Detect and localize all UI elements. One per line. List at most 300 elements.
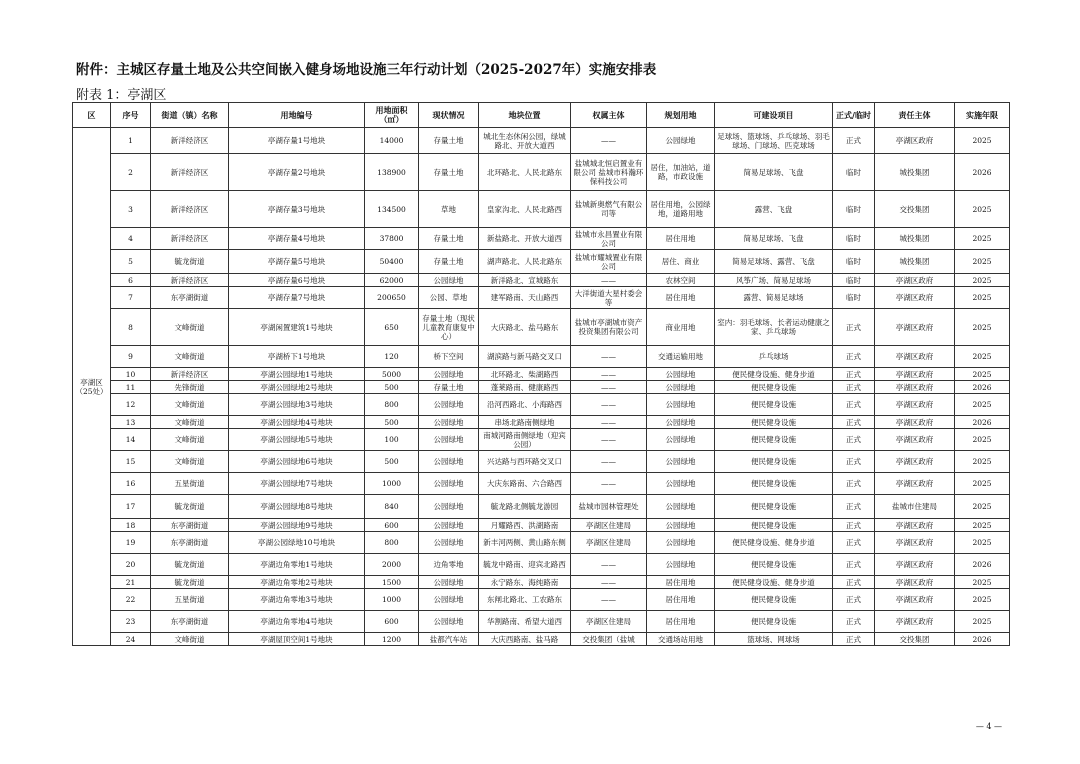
table-cell: 5	[111, 250, 151, 274]
table-row	[73, 394, 1010, 416]
table-cell: 盐城市耀城置业有限公司	[571, 250, 647, 274]
table-cell: 公园绿地	[419, 451, 479, 473]
table-cell: 正式	[833, 589, 875, 611]
table-cell: 盐城市住建局	[875, 495, 955, 519]
table-cell: 露营、简易足球场	[715, 287, 833, 309]
column-header: 地块位置	[479, 103, 571, 128]
table-cell: 12	[111, 394, 151, 416]
table-cell: 存量土地	[419, 154, 479, 191]
table-cell: 亭湖公园绿地4号地块	[229, 416, 365, 429]
table-cell: 农林空间	[647, 274, 715, 287]
table-cell: 亭湖公园绿地1号地块	[229, 368, 365, 381]
column-header: 用地面积（㎡）	[365, 103, 419, 128]
table-row	[73, 191, 1010, 228]
table-cell: 500	[365, 416, 419, 429]
column-header: 规划用地	[647, 103, 715, 128]
table-cell: ——	[571, 394, 647, 416]
table-cell: 亭湖闲置建筑1号地块	[229, 309, 365, 346]
table-cell: 简易足球场、露营、飞盘	[715, 250, 833, 274]
table-cell: 1	[111, 128, 151, 154]
table-row	[73, 274, 1010, 287]
column-header: 街道（镇）名称	[151, 103, 229, 128]
table-cell: 边角零地	[419, 554, 479, 576]
table-cell: 亭湖区政府	[875, 429, 955, 451]
table-cell: 亭湖存量3号地块	[229, 191, 365, 228]
table-cell: 东闸北路北、工农路东	[479, 589, 571, 611]
table-cell: 800	[365, 532, 419, 554]
table-cell: 便民健身设施	[715, 394, 833, 416]
table-cell: 公园绿地	[419, 429, 479, 451]
table-cell: 2	[111, 154, 151, 191]
column-header: 区	[73, 103, 111, 128]
column-header: 用地编号	[229, 103, 365, 128]
column-header: 可建设项目	[715, 103, 833, 128]
table-cell: 2025	[955, 191, 1010, 228]
table-cell: 亭湖桥下1号地块	[229, 346, 365, 368]
table-cell: 亭湖区住建局	[571, 519, 647, 532]
table-row	[73, 309, 1010, 346]
column-header: 序号	[111, 103, 151, 128]
table-cell: 2000	[365, 554, 419, 576]
table-cell: 37800	[365, 228, 419, 250]
table-cell: 居住、商业	[647, 250, 715, 274]
table-cell: 新洋经济区	[151, 274, 229, 287]
table-cell: 2025	[955, 309, 1010, 346]
table-row	[73, 633, 1010, 646]
table-cell: 临时	[833, 228, 875, 250]
table-cell: 1500	[365, 576, 419, 589]
table-cell: 公园绿地	[647, 368, 715, 381]
table-cell: 600	[365, 519, 419, 532]
table-cell: 亭湖公园绿地5号地块	[229, 429, 365, 451]
table-cell: 大庆路北、盐马路东	[479, 309, 571, 346]
table-row	[73, 250, 1010, 274]
table-cell: 11	[111, 381, 151, 394]
table-cell: 盐城城北恒启置业有限公司 盐城市科瀚环保科技公司	[571, 154, 647, 191]
table-cell: 公园绿地	[647, 394, 715, 416]
table-cell: 文峰街道	[151, 416, 229, 429]
table-cell: 18	[111, 519, 151, 532]
table-cell: 文峰街道	[151, 346, 229, 368]
table-cell: 便民健身设施	[715, 611, 833, 633]
table-cell: 公园绿地	[419, 589, 479, 611]
table-cell: 新洋经济区	[151, 368, 229, 381]
table-cell: 2025	[955, 611, 1010, 633]
table-cell: 存量土地	[419, 381, 479, 394]
table-cell: 8	[111, 309, 151, 346]
table-cell: 便民健身设施	[715, 381, 833, 394]
table-cell: 湖声路北、人民北路东	[479, 250, 571, 274]
table-cell: 500	[365, 381, 419, 394]
table-cell: 亭湖存量4号地块	[229, 228, 365, 250]
table-cell: 亭湖存量7号地块	[229, 287, 365, 309]
table-cell: 新洋经济区	[151, 128, 229, 154]
table-cell: 正式	[833, 368, 875, 381]
table-cell: 亭湖屋顶空间1号地块	[229, 633, 365, 646]
table-cell: 2025	[955, 473, 1010, 495]
table-cell: 毓龙街道	[151, 495, 229, 519]
column-header: 实施年限	[955, 103, 1010, 128]
table-cell: 公园绿地	[647, 554, 715, 576]
table-cell: 文峰街道	[151, 451, 229, 473]
table-cell: 月耀路西、洪湖路南	[479, 519, 571, 532]
table-cell: 16	[111, 473, 151, 495]
table-cell: 亭湖区政府	[875, 381, 955, 394]
table-row	[73, 576, 1010, 589]
table-cell: 公园绿地	[647, 416, 715, 429]
table-cell: 兴达路与西环路交叉口	[479, 451, 571, 473]
table-cell: 亭湖公园绿地6号地块	[229, 451, 365, 473]
table-cell: ——	[571, 381, 647, 394]
table-cell: 盐城新奥燃气有限公司等	[571, 191, 647, 228]
table-cell: 盐都汽车站	[419, 633, 479, 646]
table-row	[73, 346, 1010, 368]
table-cell: 正式	[833, 429, 875, 451]
table-cell: 2025	[955, 346, 1010, 368]
table-cell: 亭湖边角零地2号地块	[229, 576, 365, 589]
table-cell: 亭湖存量2号地块	[229, 154, 365, 191]
table-cell: 2025	[955, 532, 1010, 554]
table-cell: 5000	[365, 368, 419, 381]
table-cell: 20	[111, 554, 151, 576]
header-row	[73, 103, 1010, 128]
table-cell: 便民健身设施	[715, 451, 833, 473]
column-header: 权属主体	[571, 103, 647, 128]
table-cell: 50400	[365, 250, 419, 274]
table-cell: 公园绿地	[647, 519, 715, 532]
table-cell: 公园绿地	[419, 495, 479, 519]
table-cell: 正式	[833, 633, 875, 646]
table-cell: 21	[111, 576, 151, 589]
table-cell: 亭湖边角零地3号地块	[229, 589, 365, 611]
table-cell: 新丰河两侧、黄山路东侧	[479, 532, 571, 554]
table-cell: 北环路北、人民北路东	[479, 154, 571, 191]
table-cell: 文峰街道	[151, 309, 229, 346]
table-cell: 风筝广场、简易足球场	[715, 274, 833, 287]
table-cell: 2026	[955, 554, 1010, 576]
table-cell: 500	[365, 451, 419, 473]
table-row	[73, 589, 1010, 611]
table-cell: 19	[111, 532, 151, 554]
table-row	[73, 228, 1010, 250]
table-cell: 亭湖区政府	[875, 451, 955, 473]
table-cell: 正式	[833, 394, 875, 416]
district-cell: 亭湖区（25处）	[73, 128, 111, 646]
table-cell: 100	[365, 429, 419, 451]
table-cell: 22	[111, 589, 151, 611]
table-cell: 便民健身设施	[715, 589, 833, 611]
table-row	[73, 495, 1010, 519]
table-cell: 大庆东路南、六合路西	[479, 473, 571, 495]
table-cell: 文峰街道	[151, 394, 229, 416]
table-cell: 亭湖区政府	[875, 287, 955, 309]
table-cell: 7	[111, 287, 151, 309]
table-cell: 盐城市园林管理处	[571, 495, 647, 519]
table-cell: 62000	[365, 274, 419, 287]
table-cell: 亭湖区政府	[875, 611, 955, 633]
table-cell: 桥下空间	[419, 346, 479, 368]
table-row	[73, 154, 1010, 191]
table-cell: 便民健身设施	[715, 416, 833, 429]
table-cell: 正式	[833, 495, 875, 519]
table-cell: 正式	[833, 532, 875, 554]
table-row	[73, 416, 1010, 429]
table-cell: 建军路南、天山路西	[479, 287, 571, 309]
table-cell: 亭湖区政府	[875, 473, 955, 495]
table-cell: 亭湖存量1号地块	[229, 128, 365, 154]
table-cell: 临时	[833, 250, 875, 274]
table-cell: 临时	[833, 154, 875, 191]
table-cell: 2026	[955, 381, 1010, 394]
table-cell: 公园绿地	[419, 416, 479, 429]
table-cell: 2025	[955, 368, 1010, 381]
table-cell: 正式	[833, 381, 875, 394]
table-cell: 1000	[365, 473, 419, 495]
table-cell: 居住用地	[647, 287, 715, 309]
table-cell: ——	[571, 416, 647, 429]
table-cell: 存量土地	[419, 250, 479, 274]
table-cell: 公园绿地	[647, 429, 715, 451]
table-cell: 室内：羽毛球场、长者运动健康之家、乒乓球场	[715, 309, 833, 346]
table-cell: 200650	[365, 287, 419, 309]
table-cell: 2025	[955, 274, 1010, 287]
table-cell: 永宁路东、海纯路南	[479, 576, 571, 589]
table-cell: 公园绿地	[419, 473, 479, 495]
table-row	[73, 532, 1010, 554]
table-cell: 2025	[955, 394, 1010, 416]
table-cell: 东亭湖街道	[151, 519, 229, 532]
table-row	[73, 368, 1010, 381]
table-cell: 2025	[955, 287, 1010, 309]
table-cell: 亭湖区政府	[875, 554, 955, 576]
table-cell: 3	[111, 191, 151, 228]
table-cell: 沿河西路北、小海路西	[479, 394, 571, 416]
table-row	[73, 519, 1010, 532]
table-cell: 亭湖公园绿地3号地块	[229, 394, 365, 416]
table-cell: 城投集团	[875, 250, 955, 274]
table-cell: 14	[111, 429, 151, 451]
column-header: 责任主体	[875, 103, 955, 128]
table-cell: 公园绿地	[647, 532, 715, 554]
page-title: 附件：主城区存量土地及公共空间嵌入健身场地设施三年行动计划（2025-2027年）实施安排表	[76, 62, 657, 78]
table-cell: 公园绿地	[419, 576, 479, 589]
table-cell: 交投集团	[875, 191, 955, 228]
table-cell: 湖滨路与新马路交叉口	[479, 346, 571, 368]
table-subtitle: 附表 1：亭湖区	[76, 88, 167, 103]
table-cell: 亭湖区政府	[875, 519, 955, 532]
table-cell: ——	[571, 589, 647, 611]
table-cell: 正式	[833, 309, 875, 346]
table-cell: 亭湖区政府	[875, 394, 955, 416]
table-cell: 城投集团	[875, 228, 955, 250]
table-cell: ——	[571, 451, 647, 473]
table-cell: 便民健身设施	[715, 495, 833, 519]
table-cell: 138900	[365, 154, 419, 191]
table-cell: 2025	[955, 589, 1010, 611]
table-cell: 2025	[955, 128, 1010, 154]
table-cell: 蓬莱路南、健康路西	[479, 381, 571, 394]
table-cell: 公园绿地	[419, 519, 479, 532]
table-cell: 亭湖区住建局	[571, 532, 647, 554]
table-cell: 便民健身设施	[715, 554, 833, 576]
table-row	[73, 611, 1010, 633]
table-cell: 商业用地	[647, 309, 715, 346]
table-cell: ——	[571, 368, 647, 381]
table-cell: 6	[111, 274, 151, 287]
table-cell: 亭湖公园绿地8号地块	[229, 495, 365, 519]
table-cell: 600	[365, 611, 419, 633]
table-cell: 交投集团	[875, 633, 955, 646]
table-cell: 800	[365, 394, 419, 416]
table-cell: 公园绿地	[647, 473, 715, 495]
table-cell: ——	[571, 128, 647, 154]
table-cell: 先锋街道	[151, 381, 229, 394]
table-cell: 840	[365, 495, 419, 519]
table-cell: 公园绿地	[647, 381, 715, 394]
table-cell: 新洋经济区	[151, 191, 229, 228]
table-cell: 文峰街道	[151, 429, 229, 451]
table-cell: 毓龙路北侧毓龙游园	[479, 495, 571, 519]
table-cell: 24	[111, 633, 151, 646]
table-cell: 亭湖区政府	[875, 532, 955, 554]
table-cell: 正式	[833, 451, 875, 473]
table-cell: 篮球场、网球场	[715, 633, 833, 646]
table-cell: 文峰街道	[151, 633, 229, 646]
table-cell: 大庆西路南、盐马路	[479, 633, 571, 646]
table-row	[73, 128, 1010, 154]
table-cell: ——	[571, 346, 647, 368]
table-cell: 便民健身设施	[715, 519, 833, 532]
table-cell: 正式	[833, 554, 875, 576]
table-cell: 2025	[955, 250, 1010, 274]
table-cell: 120	[365, 346, 419, 368]
table-cell: 简易足球场、飞盘	[715, 228, 833, 250]
table-cell: 乒乓球场	[715, 346, 833, 368]
table-cell: 23	[111, 611, 151, 633]
table-cell: 正式	[833, 611, 875, 633]
table-cell: 盐城市亭湖城市资产投资集团有限公司	[571, 309, 647, 346]
table-row	[73, 473, 1010, 495]
table-cell: 露营、飞盘	[715, 191, 833, 228]
table-cell: 亭湖区政府	[875, 416, 955, 429]
table-row	[73, 381, 1010, 394]
table-cell: 五星街道	[151, 589, 229, 611]
table-cell: 1200	[365, 633, 419, 646]
table-row	[73, 429, 1010, 451]
table-cell: ——	[571, 554, 647, 576]
table-cell: 交通场站用地	[647, 633, 715, 646]
table-cell: 2025	[955, 576, 1010, 589]
table-cell: 南城河路南侧绿地（迎宾公园）	[479, 429, 571, 451]
table-cell: 14000	[365, 128, 419, 154]
table-cell: 华割路南、希望大道西	[479, 611, 571, 633]
table-cell: 正式	[833, 519, 875, 532]
table-cell: 存量土地（现状儿童教育康复中心）	[419, 309, 479, 346]
table-cell: ——	[571, 429, 647, 451]
table-cell: 北环路北、柴湖路西	[479, 368, 571, 381]
table-cell: 亭湖区政府	[875, 309, 955, 346]
table-cell: 亭湖区政府	[875, 346, 955, 368]
table-cell: 2025	[955, 228, 1010, 250]
table-cell: 4	[111, 228, 151, 250]
table-cell: 134500	[365, 191, 419, 228]
table-cell: 城北生态休闲公园，绿城路北、开放大道西	[479, 128, 571, 154]
table-cell: 毓龙街道	[151, 554, 229, 576]
table-cell: 存量土地	[419, 128, 479, 154]
table-cell: 亭湖区政府	[875, 128, 955, 154]
table-cell: 正式	[833, 576, 875, 589]
table-cell: 公园绿地	[419, 394, 479, 416]
table-cell: 17	[111, 495, 151, 519]
table-cell: 1000	[365, 589, 419, 611]
table-cell: 便民健身设施	[715, 429, 833, 451]
table-cell: 临时	[833, 274, 875, 287]
table-cell: 新洋经济区	[151, 154, 229, 191]
table-cell: 存量土地	[419, 228, 479, 250]
table-cell: 东亭湖街道	[151, 532, 229, 554]
table-cell: 串场北路南侧绿地	[479, 416, 571, 429]
table-cell: 公园绿地	[419, 532, 479, 554]
table-cell: 临时	[833, 191, 875, 228]
table-cell: 交通运输用地	[647, 346, 715, 368]
plan-table	[72, 102, 1010, 646]
table-cell: 亭湖公园绿地10号地块	[229, 532, 365, 554]
table-cell: 亭湖存量5号地块	[229, 250, 365, 274]
table-cell: 便民健身设施	[715, 473, 833, 495]
table-cell: 正式	[833, 473, 875, 495]
table-cell: 2026	[955, 154, 1010, 191]
table-cell: 居住用地	[647, 576, 715, 589]
table-cell: 13	[111, 416, 151, 429]
table-cell: 新洋路北、宣城路东	[479, 274, 571, 287]
table-cell: 亭湖边角零地4号地块	[229, 611, 365, 633]
table-cell: 新盐路北、开放大道西	[479, 228, 571, 250]
table-cell: 毓龙中路南、迎宾北路西	[479, 554, 571, 576]
table-cell: 2026	[955, 633, 1010, 646]
table-cell: 亭湖区政府	[875, 576, 955, 589]
table-cell: 公园绿地	[647, 495, 715, 519]
table-cell: 正式	[833, 416, 875, 429]
table-cell: 足球场、篮球场、乒乓球场、羽毛球场、门球场、匹克球场	[715, 128, 833, 154]
table-cell: 毓龙街道	[151, 576, 229, 589]
table-cell: ——	[571, 473, 647, 495]
table-cell: 9	[111, 346, 151, 368]
table-cell: 公园、草地	[419, 287, 479, 309]
table-cell: 东亭湖街道	[151, 287, 229, 309]
table-cell: 居住用地	[647, 228, 715, 250]
table-cell: 便民健身设施、健身步道	[715, 368, 833, 381]
table-cell: 亭湖区政府	[875, 274, 955, 287]
column-header: 正式/临时	[833, 103, 875, 128]
table-cell: ——	[571, 274, 647, 287]
table-cell: 公园绿地	[419, 368, 479, 381]
table-cell: 皇家沟北、人民北路西	[479, 191, 571, 228]
table-cell: 亭湖区政府	[875, 368, 955, 381]
table-cell: 居住用地	[647, 589, 715, 611]
table-cell: 正式	[833, 346, 875, 368]
column-header: 现状情况	[419, 103, 479, 128]
table-cell: 东亭湖街道	[151, 611, 229, 633]
table-cell: 五星街道	[151, 473, 229, 495]
table-row	[73, 451, 1010, 473]
table-row	[73, 554, 1010, 576]
table-cell: 草地	[419, 191, 479, 228]
table-cell: 亭湖公园绿地9号地块	[229, 519, 365, 532]
table-cell: 亭湖公园绿地2号地块	[229, 381, 365, 394]
table-cell: 10	[111, 368, 151, 381]
table-cell: 居住用地	[647, 611, 715, 633]
table-cell: 盐城市永昌置业有限公司	[571, 228, 647, 250]
